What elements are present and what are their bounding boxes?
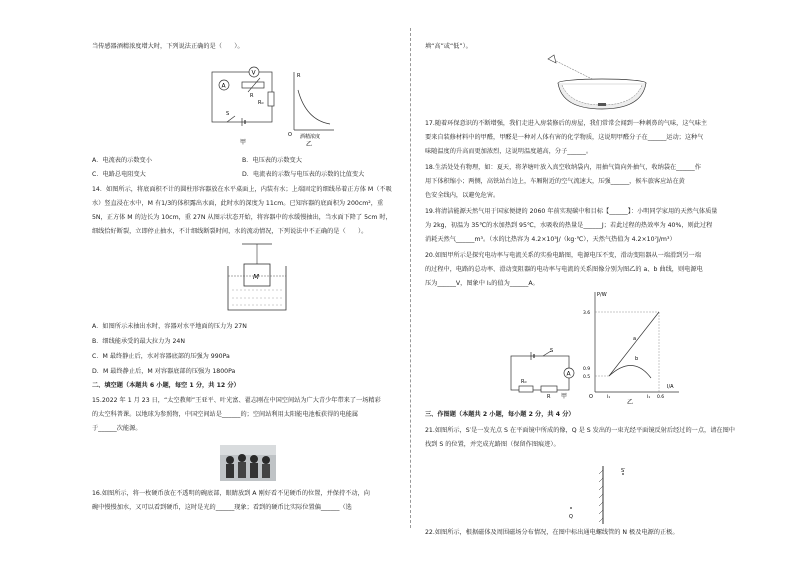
ammeter-label: A — [221, 82, 226, 90]
q16-line-2: 碗中慢慢加水，又可以看到硬币，这时是光的______现象；看到的硬币比实际位置偏______（选 — [92, 504, 352, 511]
q20-ammeter-label: A — [566, 370, 571, 378]
q20-x-tick-06: 0.6 — [657, 395, 665, 400]
q20-x-axis: I/A — [667, 384, 674, 390]
q20-y-tick-05: 0.5 — [583, 375, 591, 380]
q14-option-d: D．M 最终静止后，M 对容器底部的压强为 1800Pa — [92, 368, 236, 375]
bowl-figure — [540, 53, 650, 115]
voltmeter-label: V — [251, 69, 256, 77]
q20-x-tick-i2: I₁ — [647, 395, 651, 400]
q14-line-2: 水）竖直浸在水中，M 有1/3的体积露出水面，此时水的深度为 11cm。已知容器的底面积为 200cm²，重 — [92, 200, 384, 207]
q20-x-tick-i1: I₁ — [607, 395, 611, 400]
point-q-label: Q — [569, 514, 573, 520]
q14-option-c: C．M 最终静止后，水对容器底部的压强为 990Pa — [92, 353, 230, 360]
q20-switch-label: S — [550, 348, 554, 354]
q14-line-1: 14．如图所示，将底面积不计的圆柱形容器放在水平桌面上，内装有水；上端固定的细线吊着正方体 M（不吸 — [92, 186, 392, 193]
q14-option-b: B．细线能承受的最大拉力为 24N — [92, 338, 185, 345]
r0-label: R₀ — [258, 100, 264, 106]
q20-line-3: 压为______V，图象中 I₁的值为______A。 — [425, 280, 539, 287]
q16-line-1: 16.如图所示，将一枚硬币放在不透明的碗底部，眼睛放到 A 刚好看不见硬币的位置，并保持不动，向 — [92, 490, 370, 497]
q20-line-2: 的过程中，电路的总功率、滑动变阻器的电功率与电流的关系图像分别为图乙的 a、b 曲线，则电源电 — [425, 266, 703, 273]
q20-r0-label: R₀ — [521, 379, 527, 385]
q19-line-3: 消耗天然气______m³。（水的比热容为 4.2×10³J/（kg·℃），天然气热值为 4.2×10⁷J/m³） — [425, 236, 676, 243]
image-point-label: S′ — [621, 468, 626, 474]
q14-container-figure — [222, 242, 292, 314]
fig-a-label: 甲 — [240, 139, 247, 146]
q13-circuit-figure — [202, 60, 342, 148]
q20-y-axis: P/W — [597, 292, 607, 298]
q20-y-tick-09: 0.9 — [583, 367, 591, 372]
q20-curve-a: a — [633, 336, 637, 342]
graph-y-label: R — [297, 73, 301, 79]
q20-circuit-figure — [505, 348, 585, 400]
q19-line-1: 19.将清洁能源天然气用于国家便捷的 2060 年前实现碳中和目标【______】：小明同学家用的天然气体质量 — [425, 208, 718, 215]
q15-line-3: 于______次能源。 — [92, 425, 142, 432]
q19-line-2: 为 2kg，初温为 35℃的水加热到 95℃，水吸收的热量是______J；若此过程的热效率为 40%，则此过程 — [425, 222, 713, 229]
q14-line-4: 细线恰好断裂，立即停止抽水，不计细线断裂时间，水的流动情况，下列说法中不正确的是（ ）。 — [92, 228, 368, 235]
q18-line-3: 色安全线内，以避免危害。 — [425, 192, 500, 199]
sensor-r-label: R — [250, 93, 254, 99]
q17-line-1: 17.随着环保意识的不断增强，我们走进入房装修后的房屋，我们常常会闻到一种刺鼻的气味，这气味主 — [425, 120, 708, 127]
q20-origin: O — [589, 394, 593, 400]
q13-option-a: A．电流表的示数变小 — [92, 157, 152, 164]
q17-line-3: 味随温度的升高而更加浓烈，这说明温度越高，分子______。 — [425, 148, 593, 155]
section-3-heading: 三、作图题（本题共 2 小题，每小题 2 分，共 4 分） — [425, 411, 575, 418]
column-divider — [410, 28, 411, 528]
q20-fig-b-label: 乙 — [627, 399, 634, 404]
q13-option-d: D．电流表的示数与电压表的示数的比值变大 — [242, 171, 365, 178]
q16-tail: 填“高”或“低”）。 — [425, 43, 472, 50]
q20-power-graph — [575, 288, 685, 404]
q18-line-2: 用下体积缩小；两侧，高铁站台边上，车厢附近的空气流速大，压强______，候车旅客应站在黄 — [425, 178, 685, 185]
graph-x-label: 酒精浓度 — [300, 134, 321, 140]
q15-line-1: 15.2022 年 1 月 23 日，“太空教师”王亚平、叶光富、翟志刚在中国空间站为广大青少年带来了一场精彩 — [92, 397, 381, 404]
q20-curve-b: b — [635, 356, 639, 362]
q13-option-b: B．电压表的示数变大 — [242, 157, 302, 164]
q13-tail: 当传感器酒精浓度增大时，下列说法正确的是（ ）。 — [92, 43, 244, 50]
q13-option-c: C．电路总电阻变大 — [92, 171, 146, 178]
section-2-heading: 二、填空题（本题共 6 小题，每空 1 分，共 12 分） — [92, 382, 240, 389]
astronaut-photo — [220, 445, 276, 481]
q22-line: 22.如图所示，根据磁体及周围磁场分布情况，在图中标出通电螺线管的 N 极及电源的正极。 — [425, 529, 679, 536]
q14-option-a: A．如图所示未抽出水时，容器对水平地面的压力为 27N — [92, 323, 247, 330]
q14-line-3: 5N，正方体 M 的边长为 10cm，重 27N 从图示状态开始，将容器中的水缓慢抽出，当水面下降了 5cm 时， — [92, 214, 392, 221]
q17-line-2: 要来自装修材料中的甲醛，甲醛是一种对人体有害的化学物质，这说明甲醛分子在______运动；这种气 — [425, 134, 704, 141]
switch-label: S — [226, 111, 230, 117]
q21-line-1: 21.如图所示，S′是一发光点 S 在平面镜中所成的像，Q 是 S 发出的一束光经平面镜反射后经过的一点，请在图中 — [425, 427, 735, 434]
q21-line-2: 找到 S 的位置，并完成光路图（保留作图痕迹）。 — [425, 441, 560, 448]
q20-fig-a-label: 甲 — [561, 393, 568, 400]
q18-line-1: 18.生活处处有物理，如：夏天，将茅塘叶放入真空收纳袋内，用抽气筒向外抽气，收纳袋在______作 — [425, 164, 701, 171]
q21-mirror-figure — [555, 462, 635, 526]
fig-b-label: 乙 — [306, 141, 313, 148]
q15-line-2: 的太空科普课。以地球为参照物，中国空间站是______的；空间站利用太阳能电池板获得的电能属 — [92, 411, 359, 418]
graph-origin: O — [288, 132, 292, 138]
q20-line-1: 20.如图甲所示是探究电功率与电流关系的实验电路图，电源电压不变，滑动变阻器从一端滑到另一端 — [425, 252, 701, 259]
q20-y-tick-36: 3.6 — [583, 311, 591, 316]
q20-r-label: R — [547, 394, 551, 400]
cube-label: M — [253, 273, 260, 281]
